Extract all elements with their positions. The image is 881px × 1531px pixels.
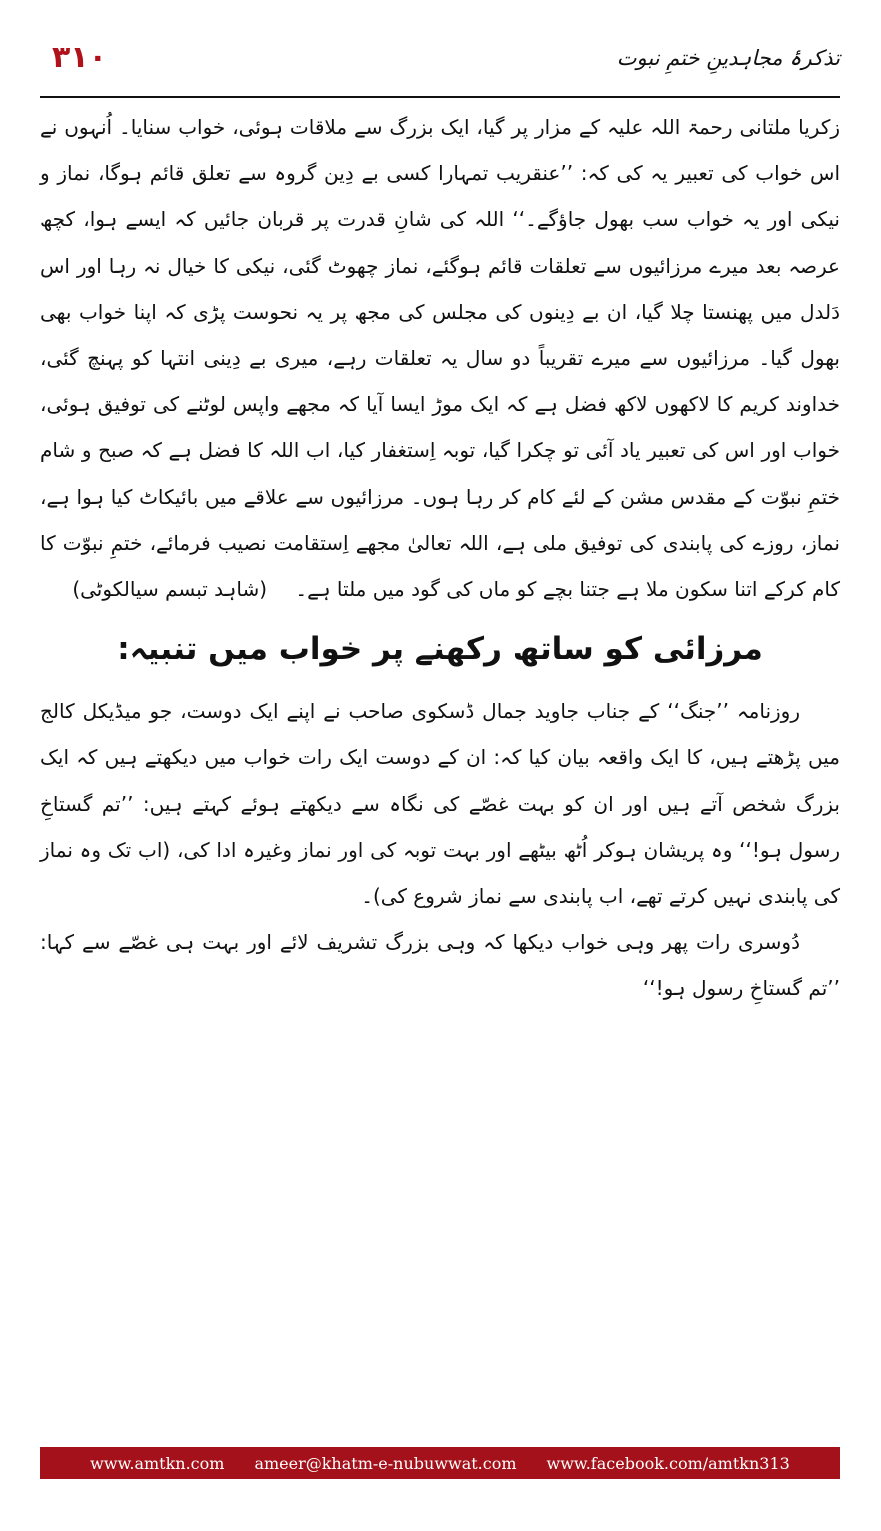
footer-facebook-link[interactable]: www.facebook.com/amtkn313 xyxy=(546,1453,790,1473)
page-footer xyxy=(40,1447,840,1479)
page-header xyxy=(40,38,840,96)
story1-attribution: (شاہد تبسم سیالکوٹی) xyxy=(72,577,268,602)
book-title: تذکرۂ مجاہدینِ ختمِ نبوت xyxy=(616,46,840,70)
footer-website-link[interactable]: www.amtkn.com xyxy=(90,1453,225,1473)
footer-email-link[interactable]: ameer@khatm-e-nubuwwat.com xyxy=(254,1453,517,1473)
story1-paragraph xyxy=(40,104,840,612)
page-number: ۳۱۰ xyxy=(52,40,107,75)
story2-paragraph-1: روزنامہ ’’جنگ‘‘ کے جناب جاوید جمال ڈسکوی صاحب نے اپنے ایک دوست، جو میڈیکل کالج میں پڑھتے ہیں، کا ایک واقعہ بیان کیا کہ: ان کے دوست ایک رات خواب میں دیکھتے ہیں کہ ایک بزرگ شخص آتے ہیں اور ان کو بہت غصّے کی نگاہ سے دیکھتے ہوئے کہتے ہیں: ’’تم گستاخِ رسول ہو!‘‘ وہ پریشان ہوکر اُٹھ بیٹھے اور بہت توبہ کی اور نماز وغیرہ ادا کی، (اب تک وہ نماز کی پابندی نہیں کرتے تھے، اب پابندی سے نماز شروع کی)۔ xyxy=(40,699,840,909)
section-heading: مرزائی کو ساتھ رکھنے پر خواب میں تنبیہ: xyxy=(117,631,763,668)
page-body xyxy=(40,104,840,1012)
header-divider xyxy=(40,96,840,98)
story1-text: زکریا ملتانی رحمۃ اللہ علیہ کے مزار پر گیا، ایک بزرگ سے ملاقات ہوئی، خواب سنایا۔ اُنہوں نے اس خواب کی تعبیر یہ کی کہ: ’’عنقریب تمہارا کسی بے دِین گروہ سے تعلق قائم ہوگا، نماز و نیکی اور یہ خواب سب بھول جاؤگے۔‘‘ اللہ کی شانِ قدرت پر قربان جائیں کہ ایسے ہوا، کچھ عرصہ بعد میرے مرزائیوں سے تعلقات قائم ہوگئے، نماز چھوٹ گئی، نیکی کا خیال نہ رہا اور اس دَلدل میں پھنستا چلا گیا، ان بے دِینوں کی مجلس کی مجھ پر یہ نحوست پڑی کہ اپنا خواب بھی بھول گیا۔ مرزائیوں سے میرے تقریباً دو سال یہ تعلقات رہے، میری بے دِینی انتہا کو پہنچ گئی، خداوند کریم کا لاکھوں لاکھ فضل ہے کہ ایک موڑ ایسا آیا کہ مجھے واپس لوٹنے کی توفیق ہوئی، خواب اور اس کی تعبیر یاد آئی تو چکرا گیا، توبہ اِستغفار کیا، اب اللہ کا فضل ہے کہ صبح و شام ختمِ نبوّت کے مقدس مشن کے لئے کام کر رہا ہوں۔ مرزائیوں سے علاقے میں بائیکاٹ کیا ہوا ہے، نماز، روزے کی پابندی کی توفیق ملی ہے، اللہ تعالیٰ مجھے اِستقامت نصیب فرمائے، ختمِ نبوّت کا کام کرکے اتنا سکون ملا ہے جتنا بچے کو ماں کی گود میں ملتا ہے۔ xyxy=(40,115,840,602)
story2-paragraph-2: دُوسری رات پھر وہی خواب دیکھا کہ وہی بزرگ تشریف لائے اور بہت ہی غصّے سے کہا: ’’تم گستاخِ رسول ہو!‘‘ xyxy=(40,930,840,1001)
